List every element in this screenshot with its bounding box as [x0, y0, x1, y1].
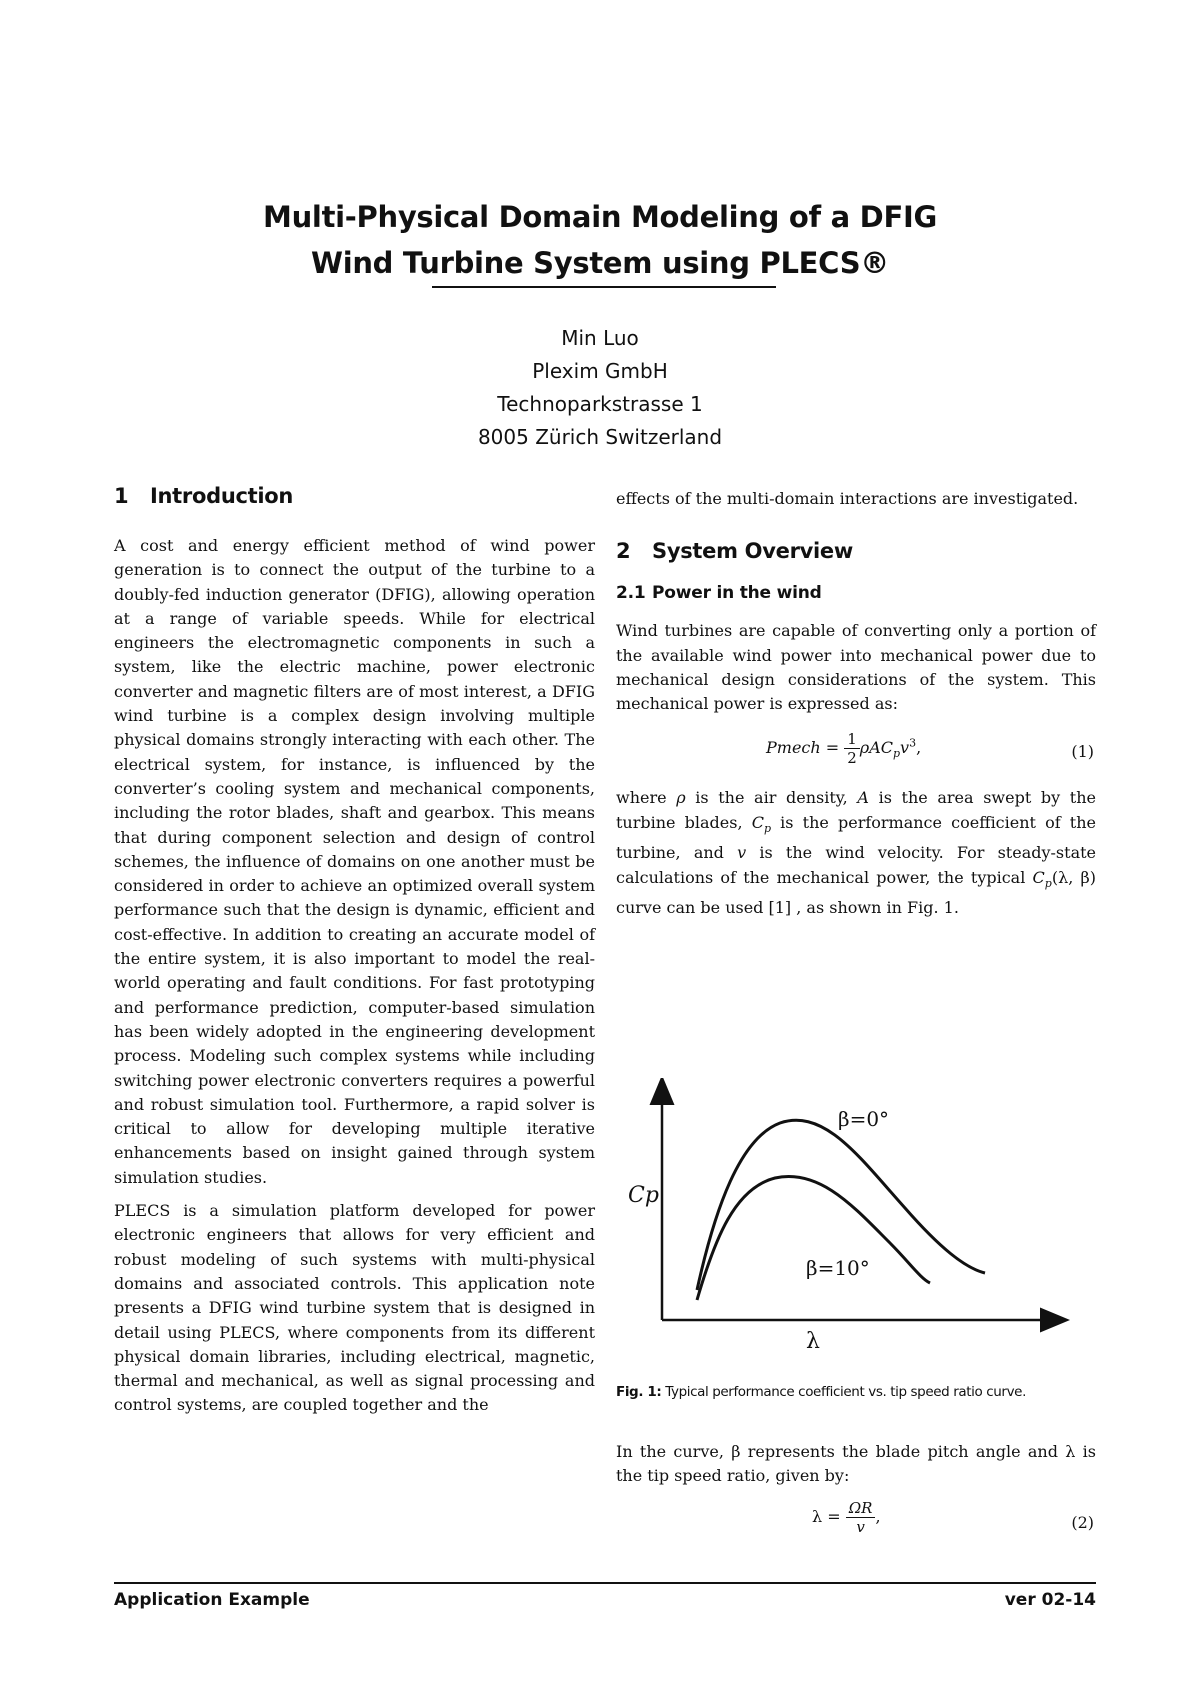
text-fragment: is the performance coefficient of the turbine, and — [616, 812, 1097, 863]
subsection-2-1-heading — [616, 581, 1096, 605]
x-axis-label: λ — [806, 1329, 820, 1350]
power-paragraph-1: Wind turbines are capable of converting only a portion of the available wind power into mechanical power due to mechanical design considerations of the system. This mechanical power is expressed as: — [616, 621, 1096, 714]
equation-1 — [616, 726, 1096, 780]
author-city: 8005 Zürich Switzerland — [477, 425, 723, 449]
intro-paragraph-2: PLECS is a simulation platform developed for power electronic engineers that allows for very efficient and robust modeling of such systems with multi-physical domains and associated controls. This application note presents a DFIG wind turbine system that is designed in detail using PLECS, where components from its different physical domain libraries, including electrical, magnetic, thermal and mechanical, as well as signal processing and control systems, are coupled together and the — [114, 1201, 595, 1415]
author-street: Technoparkstrasse 1 — [497, 392, 703, 416]
section-2-heading — [616, 537, 1096, 565]
right-column-lower — [616, 1440, 1096, 1551]
equation-2-body: λ = $\frac{\Omega R}{v}$ , — [812, 1498, 881, 1536]
author-block — [0, 322, 1200, 454]
section-1-heading — [114, 482, 595, 510]
equation-1-number: (1) — [1071, 742, 1094, 762]
figure-1-caption-text: Typical performance coefficient vs. tip speed ratio curve. — [661, 1384, 1026, 1400]
lambda-paragraph: In the curve, β represents the blade pitch angle and λ is the tip speed ratio, given by: — [616, 1442, 1096, 1486]
title-block — [0, 194, 1200, 286]
equation-2 — [616, 1497, 1096, 1551]
text-fragment: curve can be used [1] , as shown in Fig. 1. — [616, 898, 959, 918]
subsection-2-1-number: 2.1 — [616, 583, 646, 604]
figure-1-caption — [616, 1384, 1026, 1400]
paper-title-line2: Wind Turbine System using PLECS® — [311, 246, 889, 280]
text-fragment: is the wind velocity. For steady-state calculations of the mechanical power, the typical — [616, 843, 1096, 887]
section-2-title: System Overview — [652, 539, 853, 564]
power-paragraph-2: where ρ is the air density, A is the area swept by the turbine blades, $C_p$ is the performance coefficient of the turbine, and v is the wind velocity. For steady-state calculations of the mechanical power, the typical $C_p(\lambda$, β) curve can be used [1] , as shown in Fig. 1. — [616, 788, 1097, 918]
paper-title-line1: Multi-Physical Domain Modeling of a DFIG — [263, 200, 937, 234]
section-1-number: 1 — [114, 484, 129, 508]
figure-1-caption-label: Fig. 1: — [616, 1384, 662, 1400]
y-axis-label: Cp — [628, 1183, 659, 1208]
section-1-title: Introduction — [150, 484, 294, 508]
title-underline — [432, 286, 776, 288]
author-company: Plexim GmbH — [532, 359, 668, 383]
curve-beta-0-label: β=0° — [838, 1107, 890, 1131]
footer-document-type: Application Example — [114, 1590, 310, 1610]
curve-beta-10-label: β=10° — [806, 1256, 870, 1280]
right-column — [616, 489, 1097, 920]
text-fragment: is the area swept by the turbine blades, — [616, 788, 1096, 832]
intro-paragraph-2-continued: effects of the multi-domain interactions are investigated. — [616, 489, 1079, 508]
footer-rule — [114, 1582, 1096, 1584]
section-2-number: 2 — [616, 539, 631, 564]
left-column — [114, 484, 595, 1418]
figure-1-cp-lambda-curve — [620, 1078, 1070, 1350]
author-name: Min Luo — [561, 326, 639, 350]
text-fragment: is the air density, — [685, 788, 858, 808]
equation-2-number: (2) — [1071, 1512, 1094, 1532]
subsection-2-1-title: Power in the wind — [652, 583, 822, 604]
equation-1-body: Pmech = $\frac{1}{2}$ $\rho AC_pv^3$, — [766, 730, 922, 768]
intro-paragraph-1: A cost and energy efficient method of wind power generation is to connect the output of the turbine to a doubly-fed induction generator (DFIG), allowing operation at a range of variable speeds. While for electrical engineers the electromagnetic components in such a system, like the electric machine, power electronic converter and magnetic filters are of most interest, a DFIG wind turbine is a complex design involving multiple physical domains strongly interacting with each other. The electrical system, for instance, is influenced by the converter’s cooling system and mechanical components, including the rotor blades, shaft and gearbox. This means that during component selection and design of control schemes, the influence of domains on one another must be considered in order to achieve an optimized overall system performance such that the design is dynamic, efficient and cost-effective. In addition to creating an accurate model of the entire system, it is also important to model the real-world operating and fault conditions. For fast prototyping and performance prediction, computer-based simulation has been widely adopted in the engineering development process. Modeling such complex systems while including switching power electronic converters requires a powerful and robust simulation tool. Furthermore, a rapid solver is critical to allow for developing multiple iterative enhancements based on insight gained through system simulation studies. — [114, 536, 595, 1187]
footer-version: ver 02-14 — [1004, 1590, 1096, 1610]
text-fragment: where — [616, 788, 677, 808]
